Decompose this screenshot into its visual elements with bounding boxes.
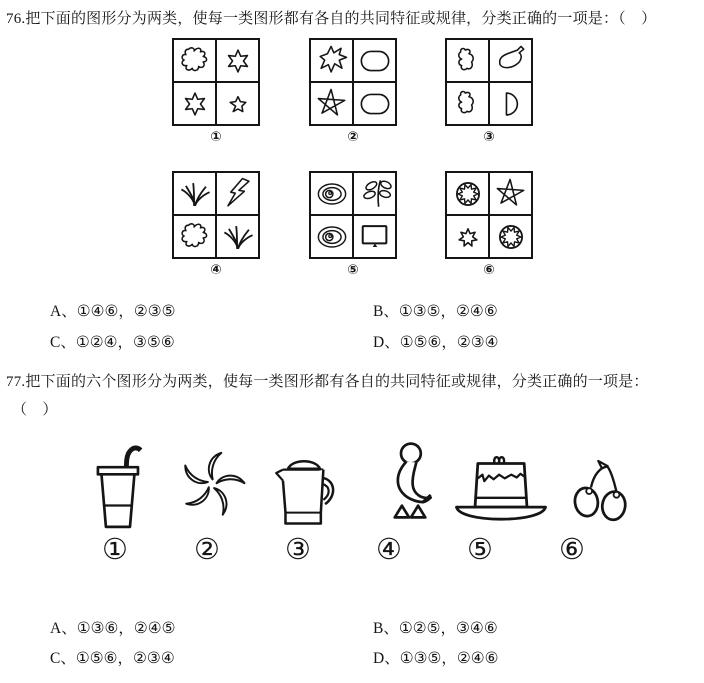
q77-figure-cup-with-straw bbox=[89, 439, 146, 536]
grid-2x2 bbox=[445, 171, 533, 259]
q77-figure-pinwheel bbox=[178, 448, 246, 525]
grid-label: ⑤ bbox=[347, 262, 359, 278]
q76-text: 把下面的图形分为两类，使每一类图形都有各自的共同特征或规律，分类正确的一项是：（ ） bbox=[25, 11, 657, 27]
pan-icon bbox=[491, 41, 531, 81]
option-A: A、①④⑥，②③⑤ bbox=[50, 303, 176, 320]
grid-label: ④ bbox=[210, 262, 222, 278]
grid-cell bbox=[354, 40, 395, 81]
grid-label: ⑥ bbox=[483, 262, 495, 278]
grid-cell bbox=[217, 216, 258, 257]
bean-blob-icon bbox=[448, 41, 488, 81]
pentagram-icon bbox=[491, 174, 531, 214]
sprig-icon bbox=[355, 174, 395, 214]
q76-number: 76. bbox=[6, 11, 26, 27]
grid-label: ② bbox=[347, 129, 359, 145]
q76-grid-1 bbox=[172, 38, 260, 145]
wavy-blob-icon bbox=[175, 41, 215, 81]
grid-cell bbox=[354, 173, 395, 214]
figure-label: ② bbox=[194, 532, 220, 566]
bean-blob-icon bbox=[448, 84, 488, 124]
gear-icon bbox=[491, 217, 531, 257]
q77-question-text bbox=[6, 370, 649, 391]
q76-grid-5 bbox=[309, 171, 397, 278]
gear-icon bbox=[448, 174, 488, 214]
grid-cell bbox=[490, 40, 531, 81]
grid-cell bbox=[174, 83, 215, 124]
grid-cell bbox=[174, 40, 215, 81]
grid-cell bbox=[174, 173, 215, 214]
splash-star-icon bbox=[312, 41, 352, 81]
option-D: D、①③⑤，②④⑥ bbox=[373, 650, 499, 667]
q76-grid-3 bbox=[445, 38, 533, 145]
grid-2x2 bbox=[172, 171, 260, 259]
star6-icon bbox=[175, 84, 215, 124]
grid-2x2 bbox=[172, 38, 260, 126]
option-B: B、①②⑤，③④⑥ bbox=[373, 620, 498, 637]
q77-number: 77. bbox=[6, 374, 26, 390]
star5-icon bbox=[218, 84, 258, 124]
q76-grid-2 bbox=[309, 38, 397, 145]
hat-icon bbox=[450, 452, 552, 527]
pitcher-icon bbox=[272, 447, 336, 531]
q77-text: 把下面的六个图形分为两类，使每一类图形都有各自的共同特征或规律，分类正确的一项是： bbox=[25, 374, 649, 390]
grid-2x2 bbox=[445, 38, 533, 126]
option-B: B、①③⑤，②④⑥ bbox=[373, 303, 498, 320]
q77-figure-pitcher bbox=[272, 447, 336, 536]
grid-cell bbox=[217, 40, 258, 81]
star7-icon bbox=[448, 217, 488, 257]
grid-cell bbox=[490, 173, 531, 214]
grid-label: ① bbox=[210, 129, 222, 145]
plant-icon bbox=[218, 217, 258, 257]
target-ovals-icon bbox=[312, 174, 352, 214]
figure-label: ① bbox=[102, 532, 128, 566]
monitor-icon bbox=[355, 217, 395, 257]
grid-cell bbox=[447, 40, 488, 81]
q77-answer-parens: （ ） bbox=[12, 402, 58, 418]
grid-2x2 bbox=[309, 171, 397, 259]
grid-cell bbox=[311, 83, 352, 124]
grid-cell bbox=[311, 40, 352, 81]
plant-icon bbox=[175, 174, 215, 214]
grid-label: ③ bbox=[483, 129, 495, 145]
q76-grid-4 bbox=[172, 171, 260, 278]
q77-figure-hat bbox=[450, 452, 552, 532]
grid-cell bbox=[490, 216, 531, 257]
option-D: D、①⑤⑥，②③④ bbox=[373, 334, 499, 351]
q77-figure-cherries bbox=[570, 458, 632, 531]
grid-cell bbox=[174, 216, 215, 257]
oval-icon bbox=[355, 41, 395, 81]
q76-question-text bbox=[6, 7, 656, 28]
grid-cell bbox=[447, 173, 488, 214]
pentagram-icon bbox=[312, 84, 352, 124]
half-disc-icon bbox=[491, 84, 531, 124]
grid-cell bbox=[311, 216, 352, 257]
q77-figure-duck-figure bbox=[383, 438, 437, 537]
option-C: C、①⑤⑥，②③④ bbox=[50, 650, 175, 667]
figure-label: ④ bbox=[376, 532, 402, 566]
q76-grid-6 bbox=[445, 171, 533, 278]
duck-figure-icon bbox=[383, 438, 437, 532]
figure-label: ⑤ bbox=[467, 532, 493, 566]
figure-label: ⑥ bbox=[559, 532, 585, 566]
cherries-icon bbox=[570, 458, 632, 526]
grid-cell bbox=[217, 83, 258, 124]
target-ovals-icon bbox=[312, 217, 352, 257]
lightning-icon bbox=[218, 174, 258, 214]
pinwheel-icon bbox=[178, 448, 246, 520]
grid-cell bbox=[354, 216, 395, 257]
figure-label: ③ bbox=[285, 532, 311, 566]
option-A: A、①③⑥，②④⑤ bbox=[50, 620, 176, 637]
star6-icon bbox=[218, 41, 258, 81]
grid-cell bbox=[490, 83, 531, 124]
wavy-blob-icon bbox=[175, 217, 215, 257]
grid-2x2 bbox=[309, 38, 397, 126]
grid-cell bbox=[354, 83, 395, 124]
grid-cell bbox=[447, 216, 488, 257]
cup-with-straw-icon bbox=[89, 439, 146, 531]
grid-cell bbox=[311, 173, 352, 214]
grid-cell bbox=[217, 173, 258, 214]
option-C: C、①②④，③⑤⑥ bbox=[50, 334, 175, 351]
grid-cell bbox=[447, 83, 488, 124]
oval-icon bbox=[355, 84, 395, 124]
